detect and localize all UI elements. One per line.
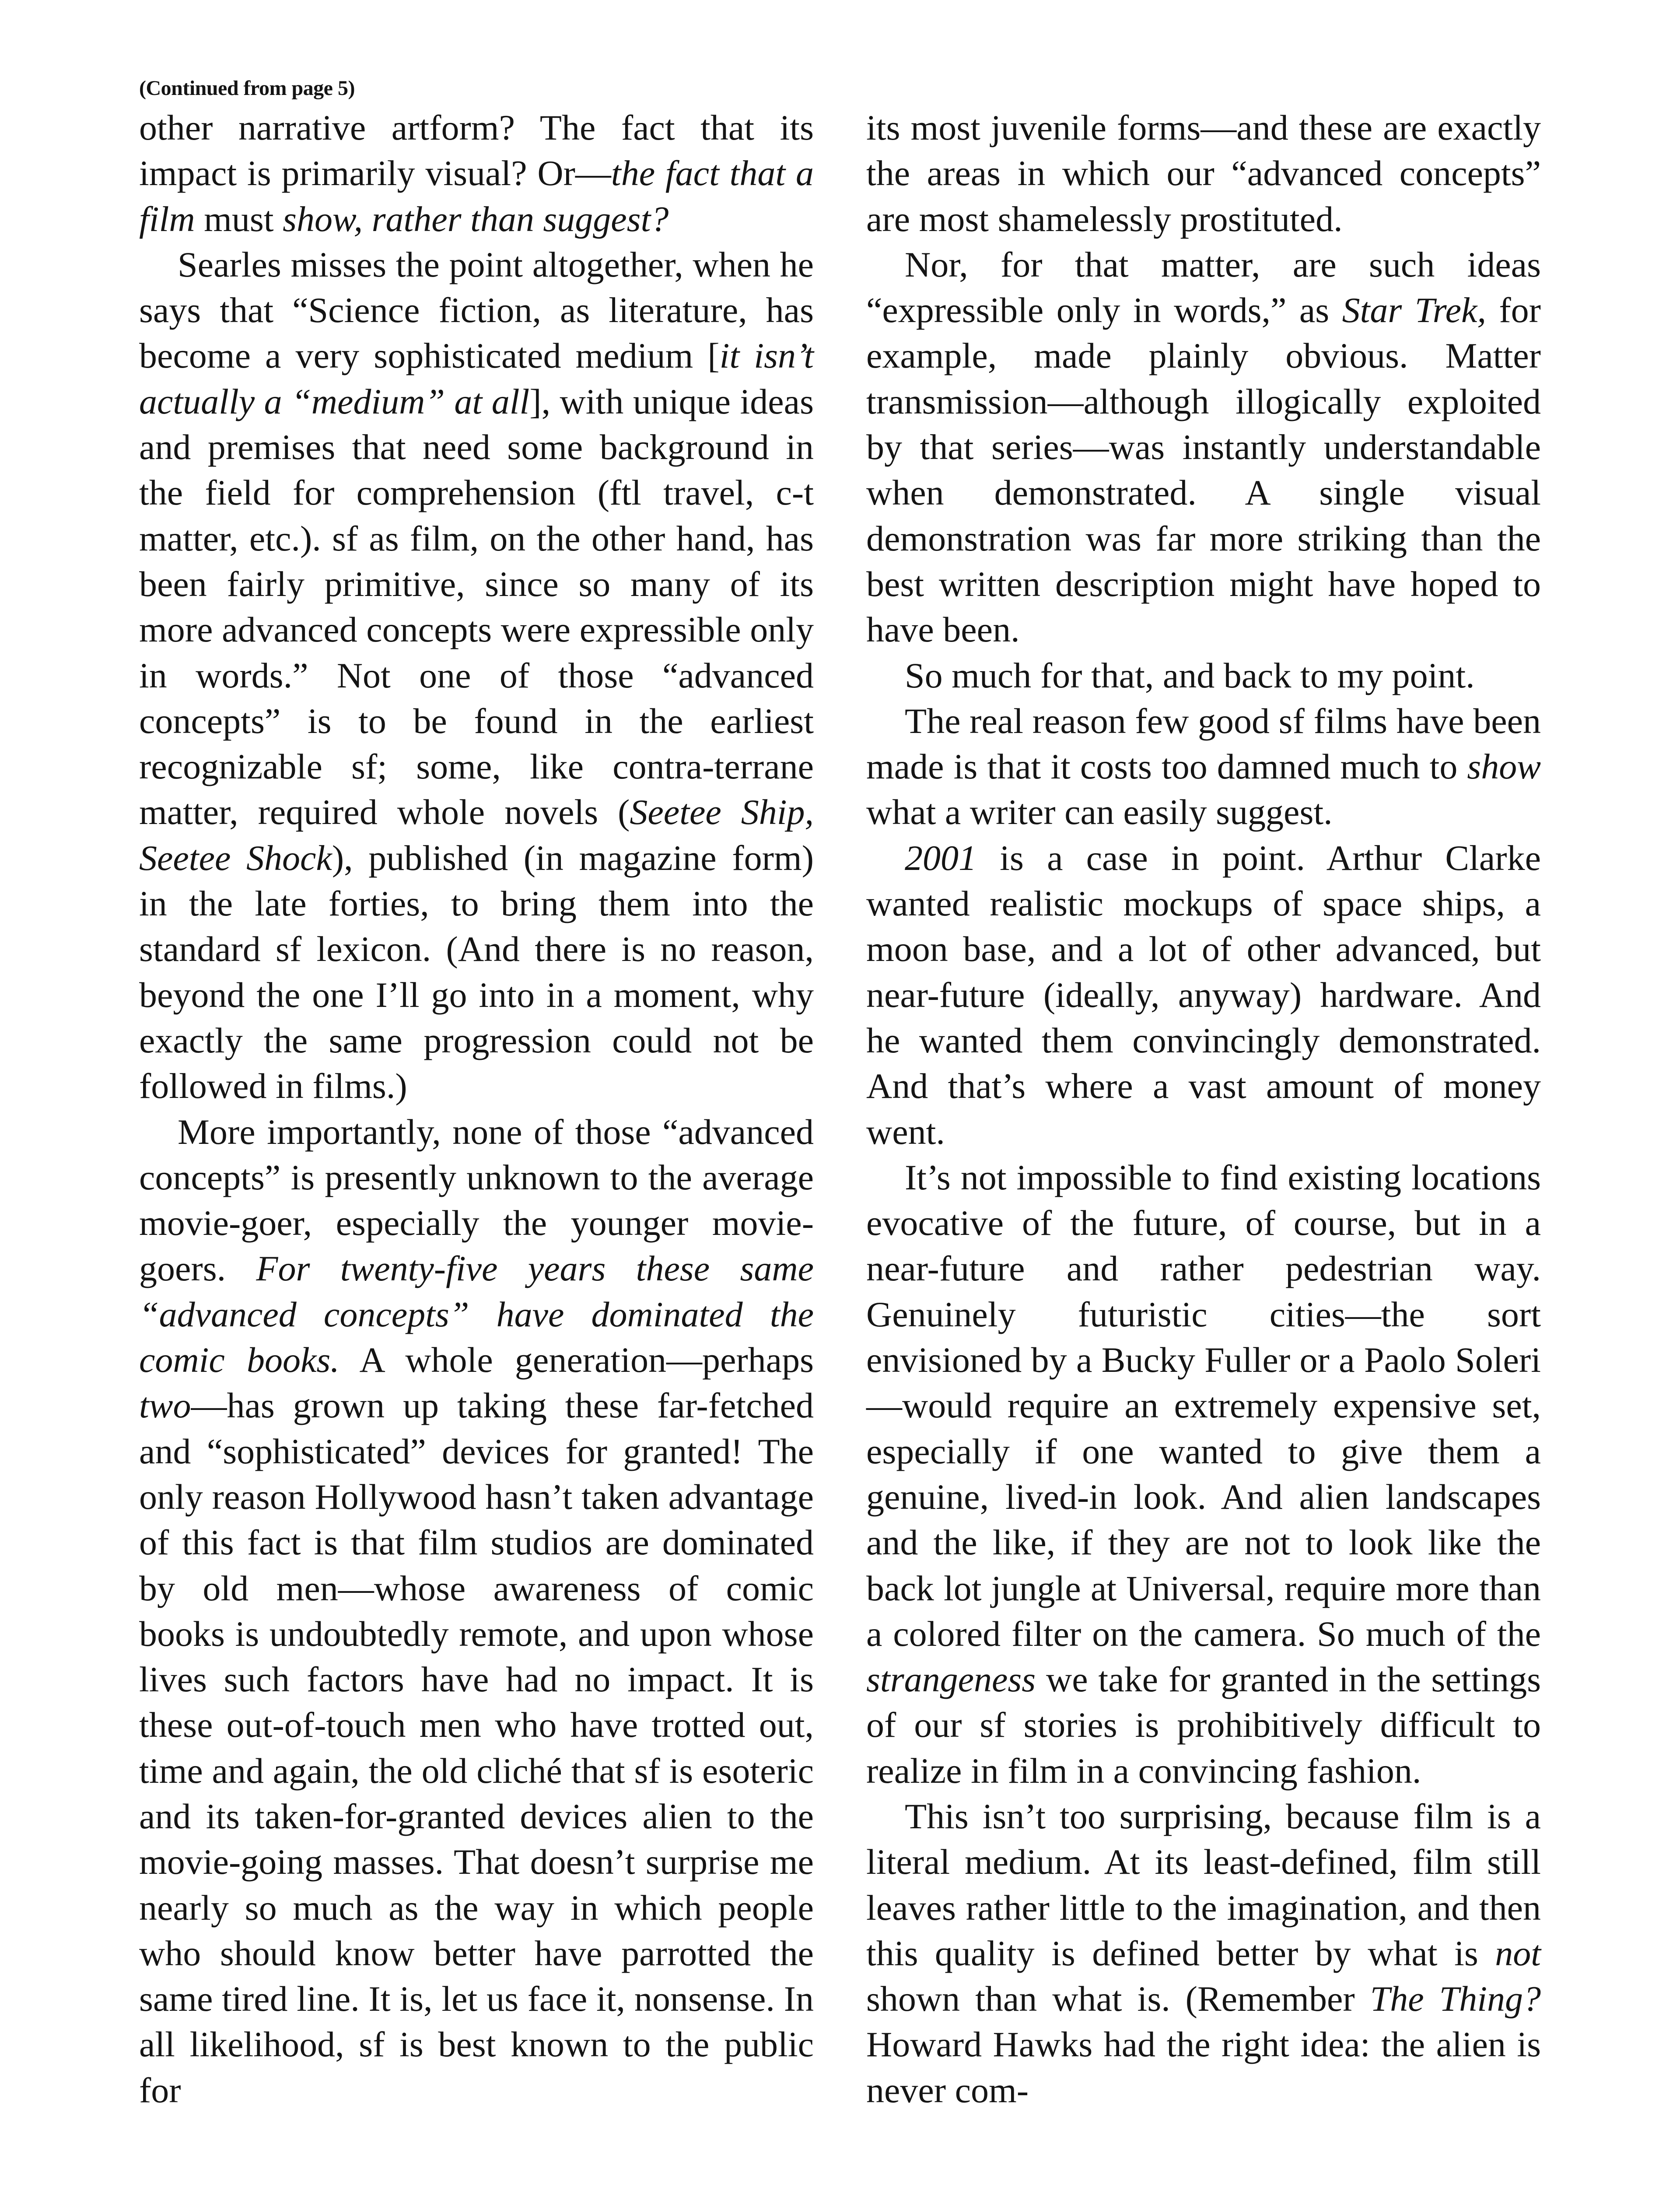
paragraph bbox=[866, 698, 1541, 835]
text-run: must bbox=[195, 199, 283, 239]
emphasis-text: the fact that a film bbox=[139, 153, 814, 239]
text-run: This isn’t too surprising, because film is a literal medium. At its least-defined, film still leaves rather little to the imagination, and then this quality is defined better by what is bbox=[866, 1796, 1541, 1973]
text-run: A whole generation—perhaps bbox=[339, 1340, 814, 1380]
text-run: for example, made plainly obvious. Matter transmission—although illogically exploited by that series—was instantly understandable when demonstrated. A single visual demonstration was far more striking than the best written description might have hoped to have been. bbox=[866, 290, 1541, 650]
emphasis-text: two bbox=[139, 1385, 191, 1426]
film-title: 2001 bbox=[905, 838, 976, 878]
text-run: ], with unique ideas and premises that need some background in the field for comprehension (ftl travel, c-t matter, etc.). sf as film, on the other hand, has been fairly primitive, since so many of its more advanced concepts were expressible only in words.” Not one of those “advanced concepts” is to be found in the earliest recognizable sf; some, like contra-terrane matter, required whole novels ( bbox=[139, 381, 814, 832]
emphasis-text: it isn’t actually a “medium” at all bbox=[139, 336, 814, 421]
paragraph bbox=[139, 105, 814, 242]
text-run: ), published (in magazine form) in the late forties, to bring them into the standard sf lexicon. (And there is no reason, beyond the one I’ll go into in a moment, why exactly the same progression could not be followed in films.) bbox=[139, 838, 814, 1106]
paragraph bbox=[866, 1155, 1541, 1794]
paragraph bbox=[866, 835, 1541, 1155]
text-run: Nor, for that matter, are such ideas “expressible only in words,” as bbox=[866, 244, 1541, 330]
text-run: other narrative artform? The fact that its impact is primarily visual? Or— bbox=[139, 108, 814, 193]
text-run: More importantly, none of those “advanced concepts” is presently unknown to the average movie-goer, especially the younger movie-goers. bbox=[139, 1112, 814, 1289]
text-run: is a case in point. Arthur Clarke wanted realistic mockups of space ships, a moon base, and a lot of other advanced, but near-future (ideally, anyway) hardware. And he wanted them convincingly demonstrated. And that’s where a vast amount of money went. bbox=[866, 838, 1541, 1152]
text-run: what a writer can easily suggest. bbox=[866, 792, 1333, 832]
paragraph: its most juvenile forms—and these are exactly the areas in which our “advanced concepts” are most shamelessly prostituted. bbox=[866, 108, 1541, 239]
show-title: Star Trek, bbox=[1342, 290, 1486, 330]
film-title: The Thing? bbox=[1370, 1979, 1541, 2019]
emphasis-text: show, rather than suggest? bbox=[283, 199, 669, 239]
text-run: The real reason few good sf films have been made is that it costs too damned much to bbox=[866, 701, 1541, 787]
text-run: —has grown up taking these far-fetched and “sophisticated” devices for granted! The only reason Hollywood hasn’t taken advantage of this fact is that film studios are dominated by old men—whose awareness of comic books is undoubtedly remote, and upon whose lives such factors have had no impact. It is these out-of-touch men who have trotted out, time and again, the old cliché that sf is esoteric and its taken-for-granted devices alien to the movie-going masses. That doesn’t surprise me nearly so much as the way in which people who should know better have parrotted the same tired line. It is, let us face it, nonsense. In all likelihood, sf is best known to the public for bbox=[139, 1385, 814, 2110]
paragraph bbox=[866, 1794, 1541, 2113]
continued-note: (Continued from page 5) bbox=[139, 77, 355, 100]
emphasis-text: not bbox=[1495, 1933, 1541, 1973]
paragraph bbox=[866, 242, 1541, 653]
text-run: we take for granted in the settings of our sf stories is prohibitively difficult to realize in film in a convincing fashion. bbox=[866, 1659, 1541, 1791]
left-column bbox=[139, 105, 814, 2113]
text-run: shown than what is. (Remember bbox=[866, 1979, 1370, 2019]
paragraph: So much for that, and back to my point. bbox=[905, 655, 1475, 695]
text-run: Searles misses the point altogether, when he says that “Science fiction, as literature, has become a very sophisticated medium [ bbox=[139, 244, 814, 376]
emphasis-text: For twenty-five years these same “advanced concepts” have dominated the comic books. bbox=[139, 1248, 814, 1380]
emphasis-text: show bbox=[1467, 747, 1541, 787]
paragraph bbox=[139, 1109, 814, 2114]
text-run: Howard Hawks had the right idea: the alien is never com- bbox=[866, 2024, 1541, 2110]
text-run: It’s not impossible to find existing locations evocative of the future, of course, but in a near-future and rather pedestrian way. Genuinely futuristic cities—the sort envisioned by a Bucky Fuller or a Paolo Soleri—would require an extremely expensive set, especially if one wanted to give them a genuine, lived-in look. And alien landscapes and the like, if they are not to look like the back lot jungle at Universal, require more than a colored filter on the camera. So much of the bbox=[866, 1157, 1541, 1654]
paragraph bbox=[139, 242, 814, 1109]
emphasis-text: strangeness bbox=[866, 1659, 1036, 1700]
book-title: Seetee Ship, Seetee Shock bbox=[139, 792, 814, 878]
right-column bbox=[866, 105, 1541, 2113]
